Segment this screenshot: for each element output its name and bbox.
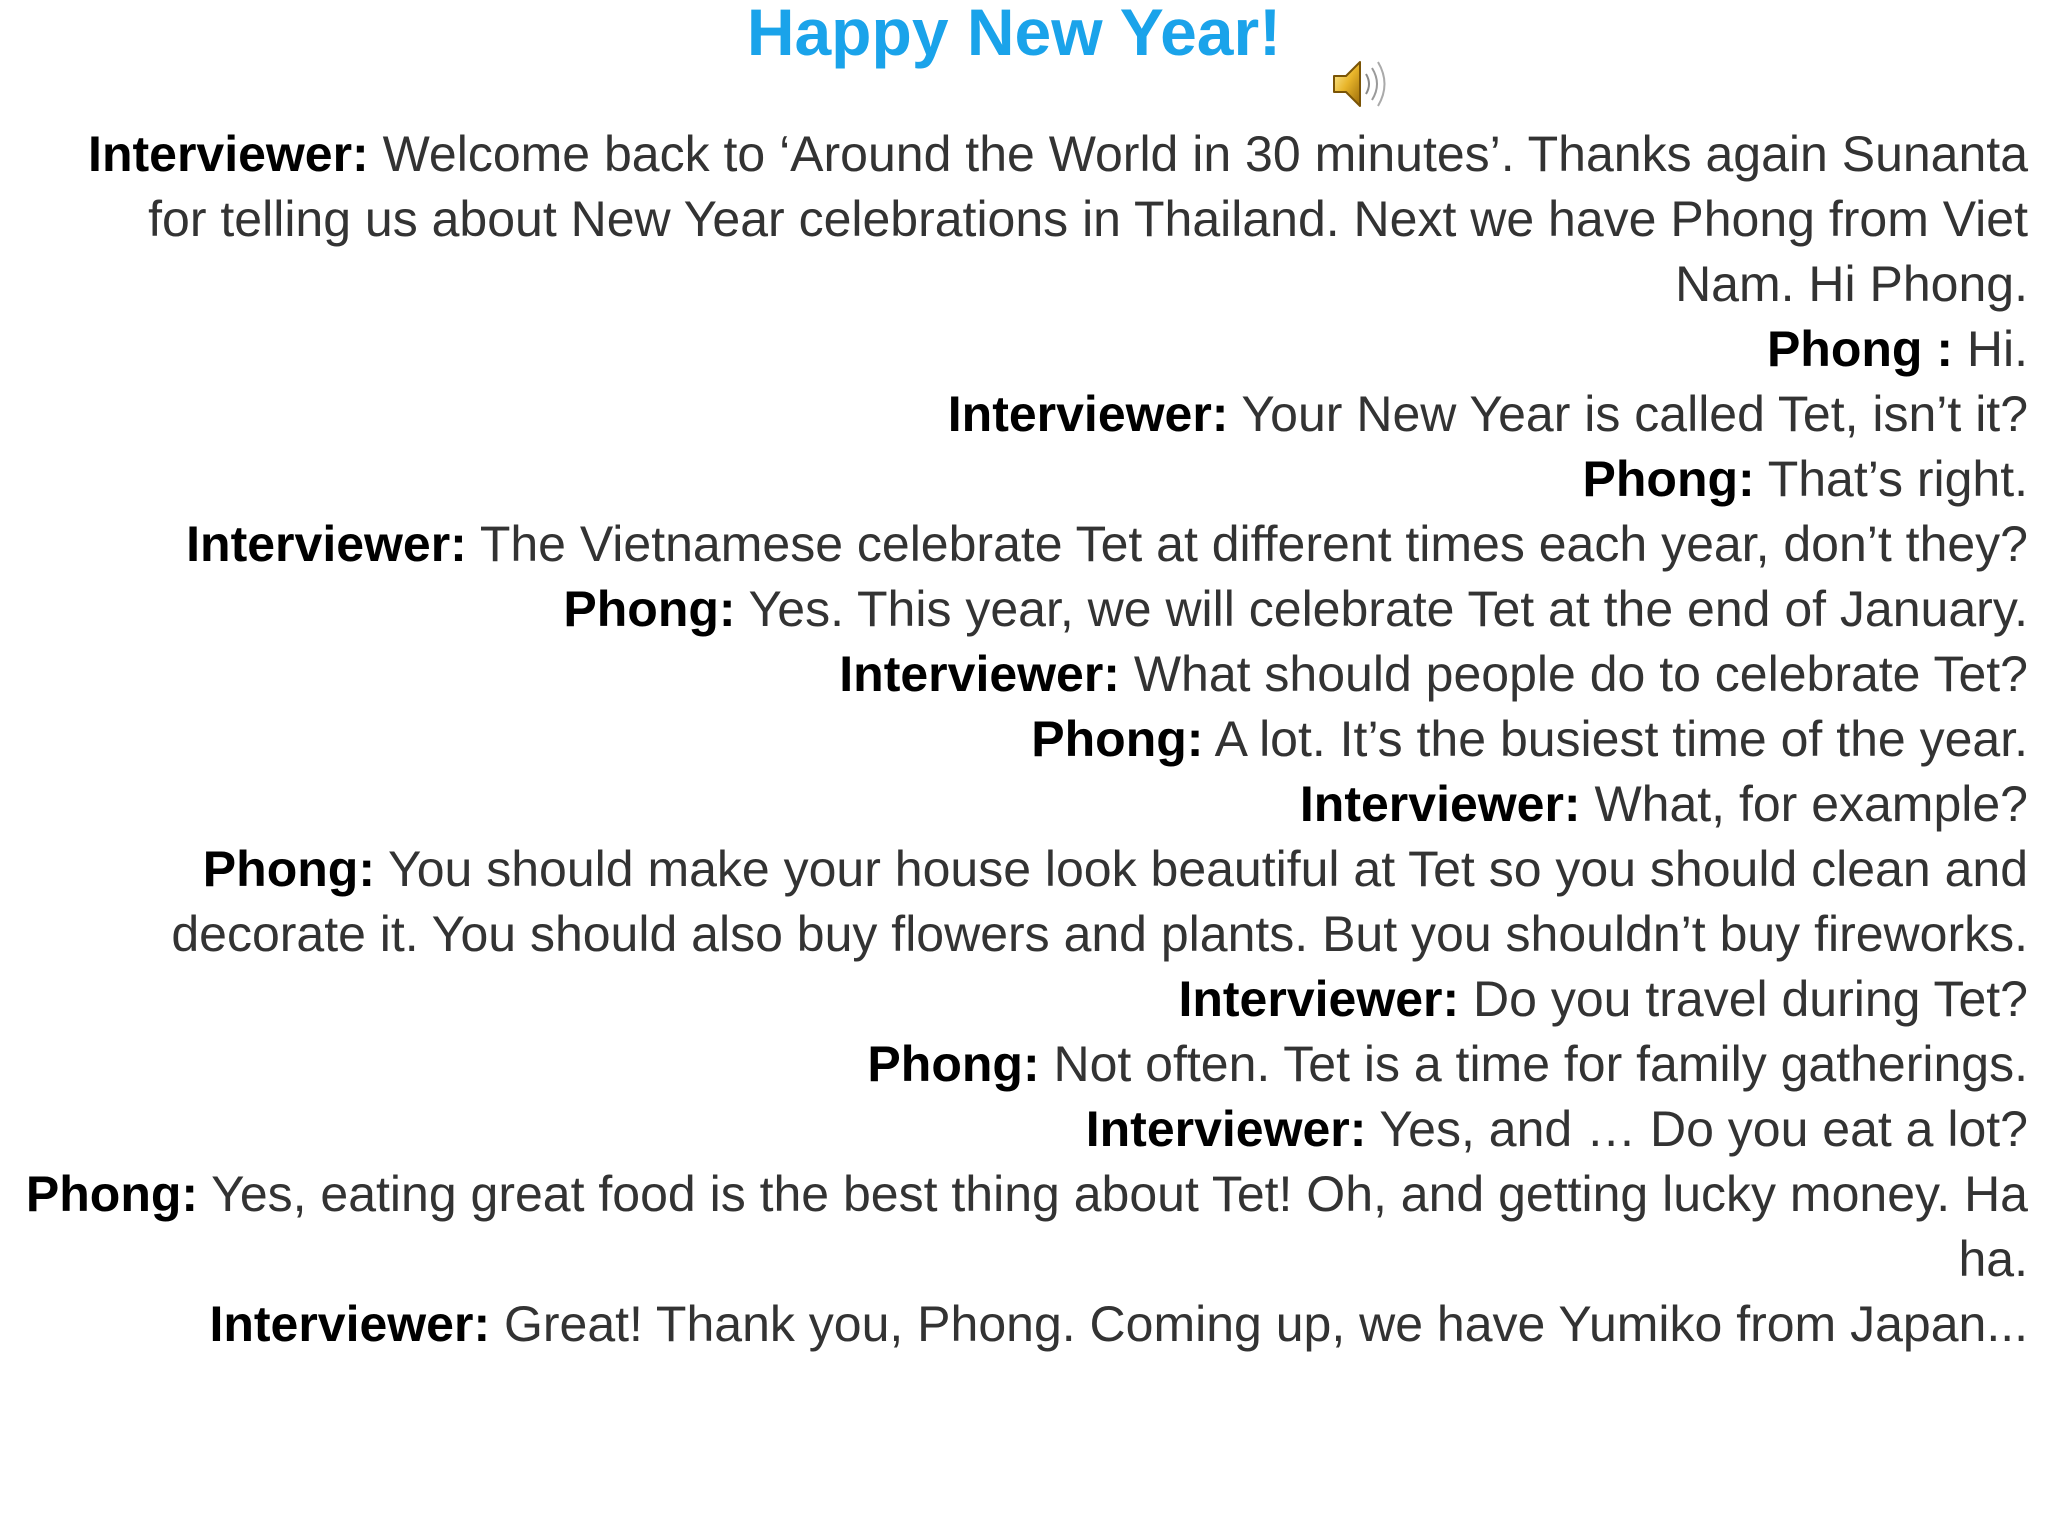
- dialogue-turn: [20, 577, 2028, 642]
- dialogue-transcript: [20, 122, 2028, 1357]
- speaker-label: Phong:: [25, 1166, 199, 1222]
- dialogue-turn: [20, 1032, 2028, 1097]
- speech-text: Welcome back to ‘Around the World in 30 minutes’. Thanks again Sunanta for telling us about New Year celebrations in Thailand. Next we have Phong from Viet Nam. Hi Phong.: [148, 126, 2028, 312]
- dialogue-turn: [20, 1097, 2028, 1162]
- speech-text: Yes, and … Do you eat a lot?: [1366, 1101, 2028, 1157]
- speaker-label: Phong:: [867, 1036, 1040, 1092]
- speech-text: Your New Year is called Tet, isn’t it?: [1228, 386, 2028, 442]
- dialogue-turn: [20, 122, 2028, 317]
- speech-text: What, for example?: [1580, 776, 2028, 832]
- speaker-label: Phong:: [1582, 451, 1755, 507]
- speaker-label: Interviewer:: [947, 386, 1229, 442]
- speaker-label: Phong:: [1031, 711, 1204, 767]
- dialogue-turn: [20, 967, 2028, 1032]
- slide-title: Happy New Year!: [746, 0, 1282, 69]
- speaker-volume-icon[interactable]: [1328, 50, 1396, 118]
- speech-text: Yes. This year, we will celebrate Tet at the end of January.: [735, 581, 2028, 637]
- speech-text: Not often. Tet is a time for family gatherings.: [1039, 1036, 2028, 1092]
- dialogue-turn: [20, 382, 2028, 447]
- speech-text: The Vietnamese celebrate Tet at different times each year, don’t they?: [466, 516, 2028, 572]
- speaker-label: Interviewer:: [88, 126, 369, 182]
- speaker-label: Interviewer:: [209, 1296, 491, 1352]
- dialogue-turn: [20, 1162, 2028, 1292]
- dialogue-turn: [20, 837, 2028, 967]
- speech-text: That’s right.: [1754, 451, 2028, 507]
- speaker-label: Phong:: [563, 581, 736, 637]
- speech-text: A lot. It’s the busiest time of the year.: [1203, 711, 2028, 767]
- speaker-label: Interviewer:: [186, 516, 467, 572]
- speech-text: Yes, eating great food is the best thing about Tet! Oh, and getting lucky money. Ha ha.: [198, 1166, 2028, 1287]
- dialogue-turn: [20, 447, 2028, 512]
- speaker-label: Interviewer:: [1085, 1101, 1367, 1157]
- dialogue-turn: [20, 642, 2028, 707]
- speech-text: Do you travel during Tet?: [1459, 971, 2028, 1027]
- dialogue-turn: [20, 707, 2028, 772]
- speaker-label: Phong:: [202, 841, 375, 897]
- dialogue-turn: [20, 772, 2028, 837]
- speech-text: Hi.: [1953, 321, 2028, 377]
- speech-text: You should make your house look beautiful at Tet so you should clean and decorate it. You should also buy flowers and plants. But you shouldn’t buy fireworks.: [171, 841, 2028, 962]
- dialogue-turn: [20, 317, 2028, 382]
- speaker-label: Interviewer:: [839, 646, 1120, 702]
- dialogue-turn: [20, 1292, 2028, 1357]
- speaker-label: Phong :: [1766, 321, 1953, 377]
- speaker-label: Interviewer:: [1299, 776, 1581, 832]
- speech-text: Great! Thank you, Phong. Coming up, we have Yumiko from Japan...: [490, 1296, 2028, 1352]
- dialogue-turn: [20, 512, 2028, 577]
- speaker-label: Interviewer:: [1178, 971, 1460, 1027]
- speech-text: What should people do to celebrate Tet?: [1119, 646, 2028, 702]
